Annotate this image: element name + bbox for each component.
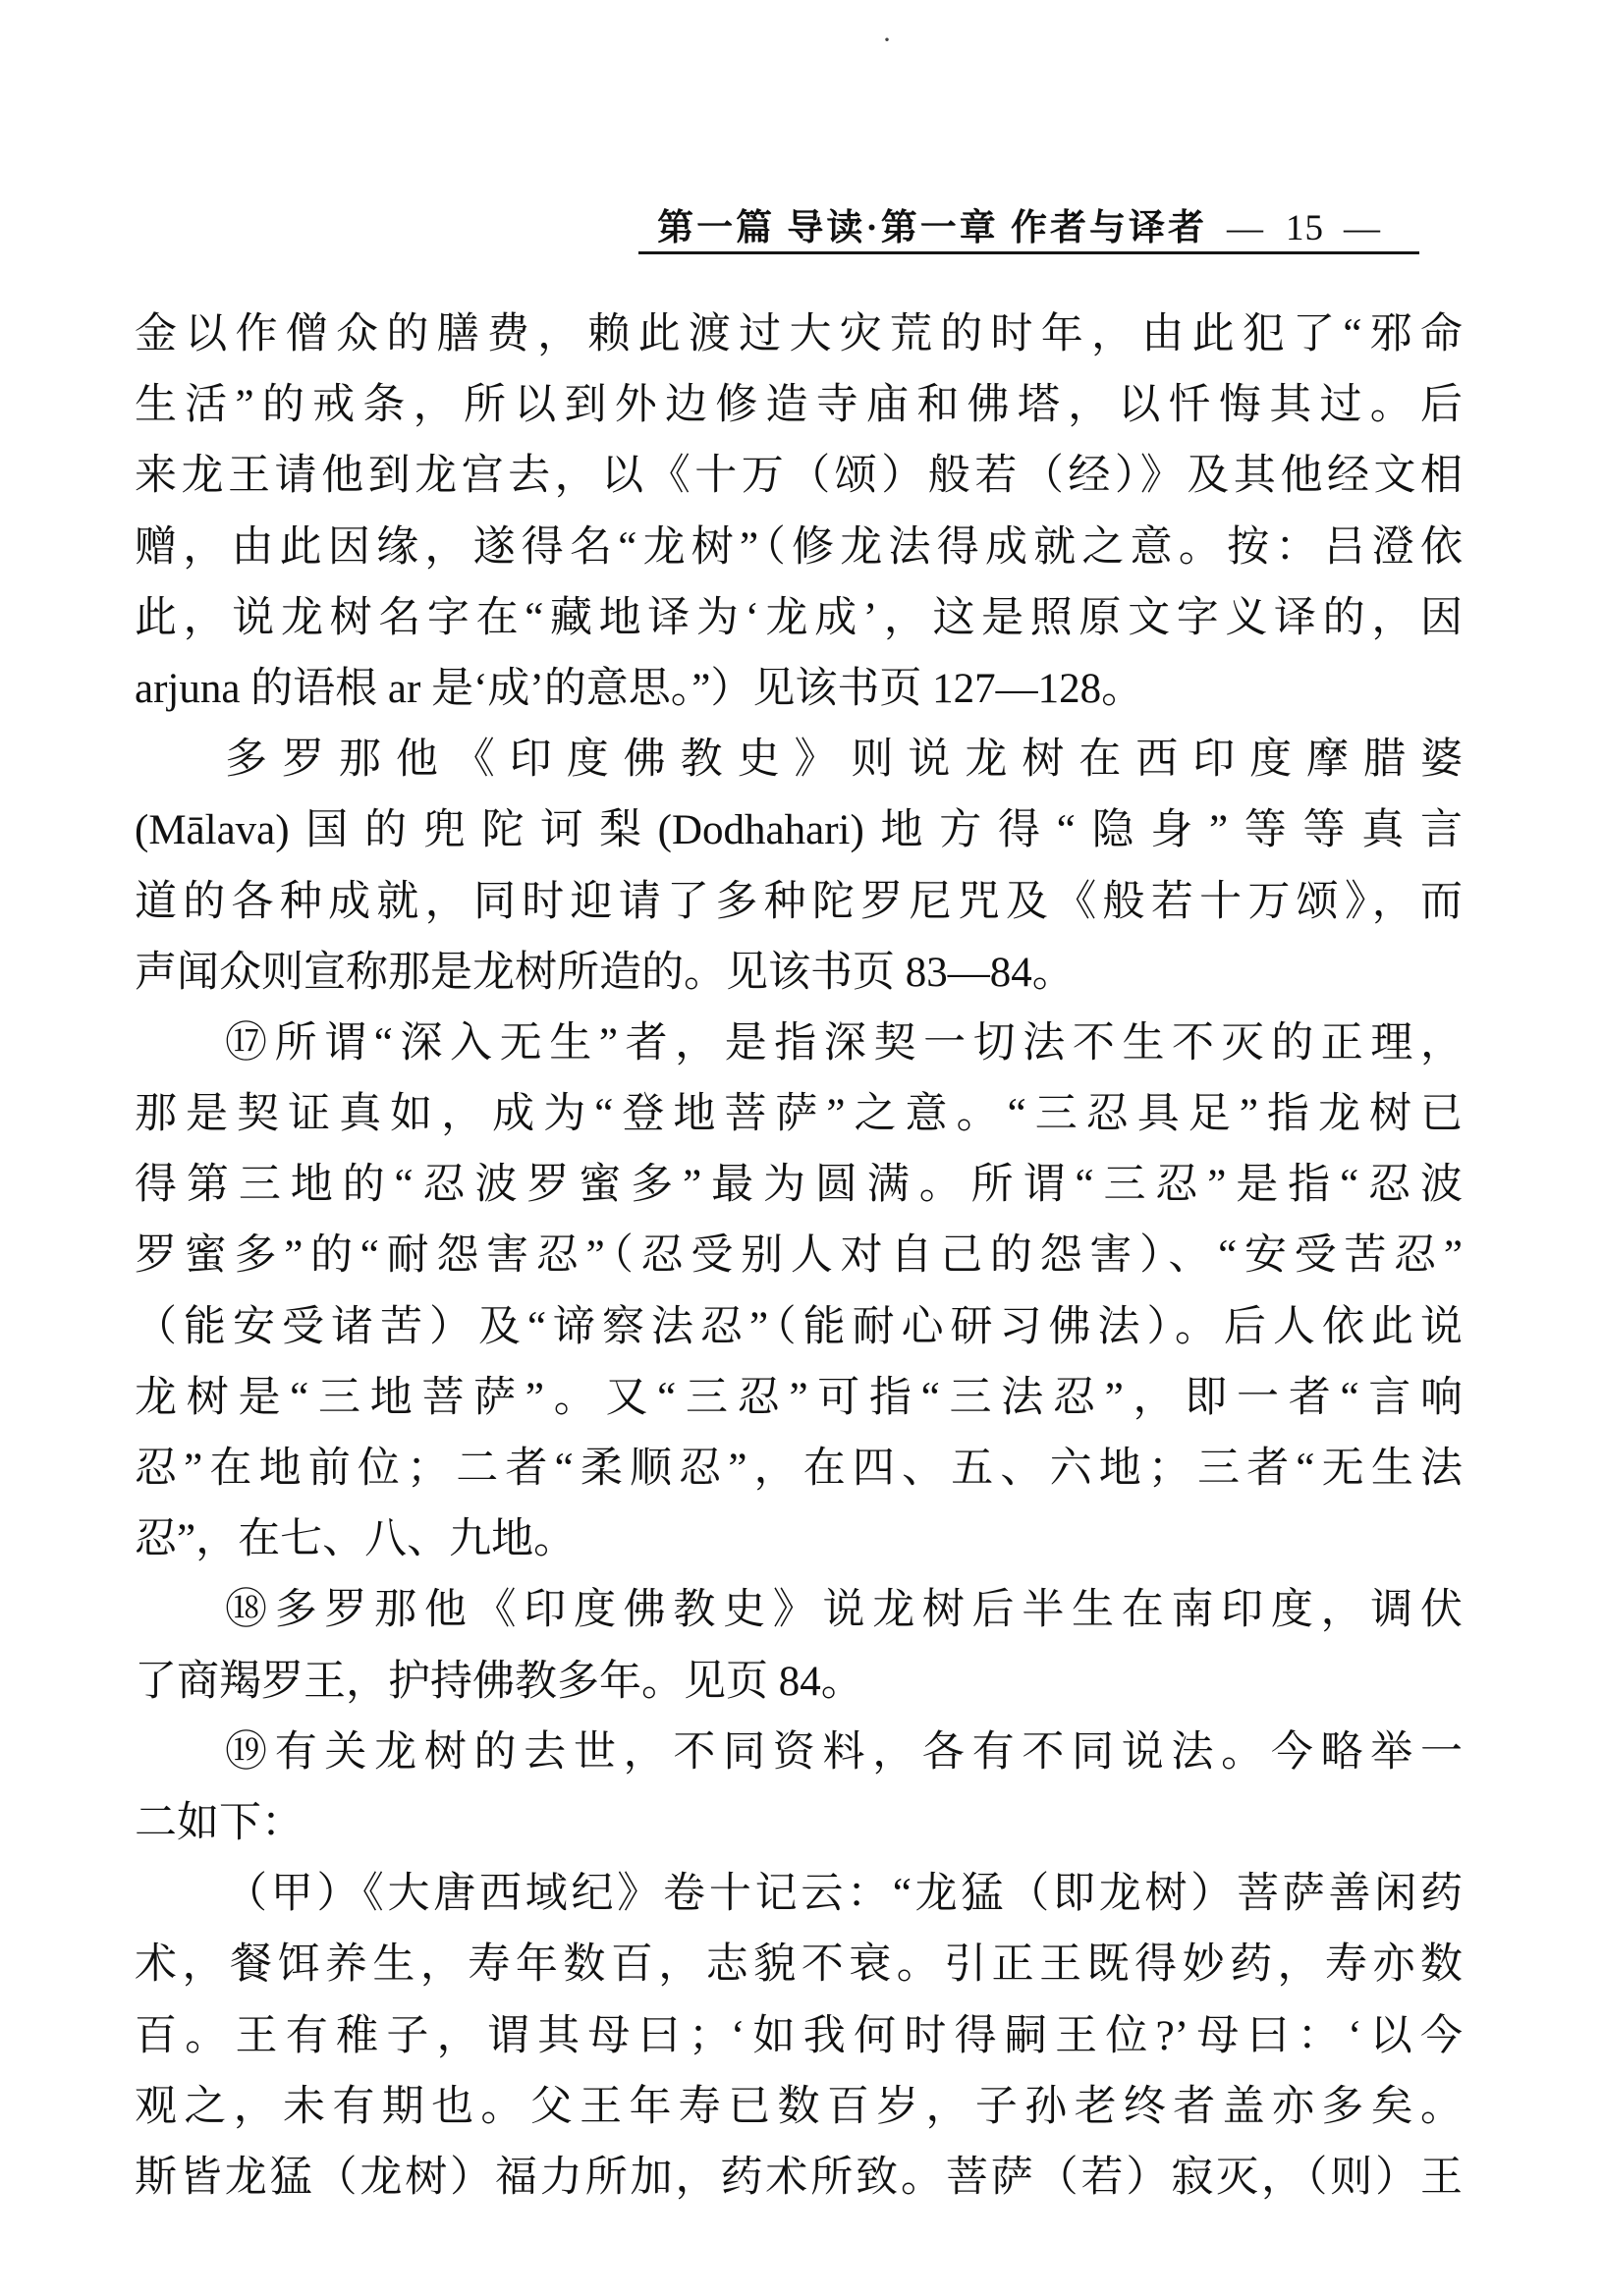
text-line: (Mālava)国的兜陀诃梨(Dodhahari)地方得“隐身”等等真言 [135,807,1463,854]
text-line: 来龙王请他到龙宫去，以《十万（颂）般若（经）》及其他经文相 [135,453,1463,500]
header-dash-left: — [1227,208,1266,248]
text-line: ⑰所谓“深入无生”者，是指深契一切法不生不灭的正理， [225,1019,1463,1066]
text-line: （甲）《大唐西域纪》卷十记云：“龙猛（即龙树）菩萨善闲药 [225,1871,1463,1918]
text-line: 多罗那他《印度佛教史》则说龙树在西印度摩腊婆 [225,737,1463,784]
text-line: arjuna 的语根 ar 是‘成’的意思。”）见该书页 127—128。 [135,665,1144,712]
text-line: ⑱多罗那他《印度佛教史》说龙树后半生在南印度，调伏 [225,1587,1463,1634]
text-line: 二如下： [135,1799,304,1846]
text-line: 忍”，在七、八、九地。 [135,1516,577,1563]
text-line: 了商羯罗王，护持佛教多年。见页 84。 [135,1658,863,1705]
header-rule [638,251,1419,254]
text-line: 百。王有稚子，谓其母曰；‘如我何时得嗣王位?’母曰：‘以今 [135,2012,1463,2059]
text-line: 声闻众则宣称那是龙树所造的。见该书页 83—84。 [135,949,1075,996]
text-line: 金以作僧众的膳费，赖此渡过大灾荒的时年，由此犯了“邪命 [135,311,1463,357]
text-line: 术，餐饵养生，寿年数百，志貌不衰。引正王既得妙药，寿亦数 [135,1941,1463,1989]
text-line: （能安受诸苦）及“谛察法忍”（能耐心研习佛法）。后人依此说 [135,1303,1463,1350]
running-header-title: 第一篇 导读·第一章 作者与译者 [657,208,1207,248]
running-header [0,197,1403,250]
text-line: 赠，由此因缘，遂得名“龙树”（修龙法得成就之意。按：吕澄依 [135,523,1463,571]
text-line: 斯皆龙猛（龙树）福力所加，药术所致。菩萨（若）寂灭，（则）王 [135,2154,1463,2201]
text-line: 生活”的戒条，所以到外边修造寺庙和佛塔，以忏悔其过。后 [135,382,1463,429]
text-line: ⑲有关龙树的去世，不同资料，各有不同说法。今略举一 [225,1728,1463,1776]
text-line: 此，说龙树名字在“藏地译为‘龙成’，这是照原文字义译的，因 [135,594,1463,641]
text-line: 龙树是“三地菩萨”。又“三忍”可指“三法忍”，即一者“言响 [135,1374,1463,1421]
text-line: 得第三地的“忍波罗蜜多”最为圆满。所谓“三忍”是指“忍波 [135,1162,1463,1209]
header-dash-right: — [1344,208,1383,248]
body-text [135,300,1463,2214]
text-line: 罗蜜多”的“耐怨害忍”（忍受别人对自己的怨害）、“安受苦忍” [135,1232,1463,1280]
text-line: 忍”在地前位；二者“柔顺忍”，在四、五、六地；三者“无生法 [135,1446,1463,1492]
text-line: 观之，未有期也。父王年寿已数百岁，子孙老终者盖亦多矣。 [135,2083,1463,2130]
page-number: 15 [1286,208,1324,248]
text-line: 道的各种成就，同时迎请了多种陀罗尼咒及《般若十万颂》，而 [135,878,1463,925]
page-top-mark: · [882,24,892,56]
text-line: 那是契证真如，成为“登地菩萨”之意。“三忍具足”指龙树已 [135,1091,1463,1138]
